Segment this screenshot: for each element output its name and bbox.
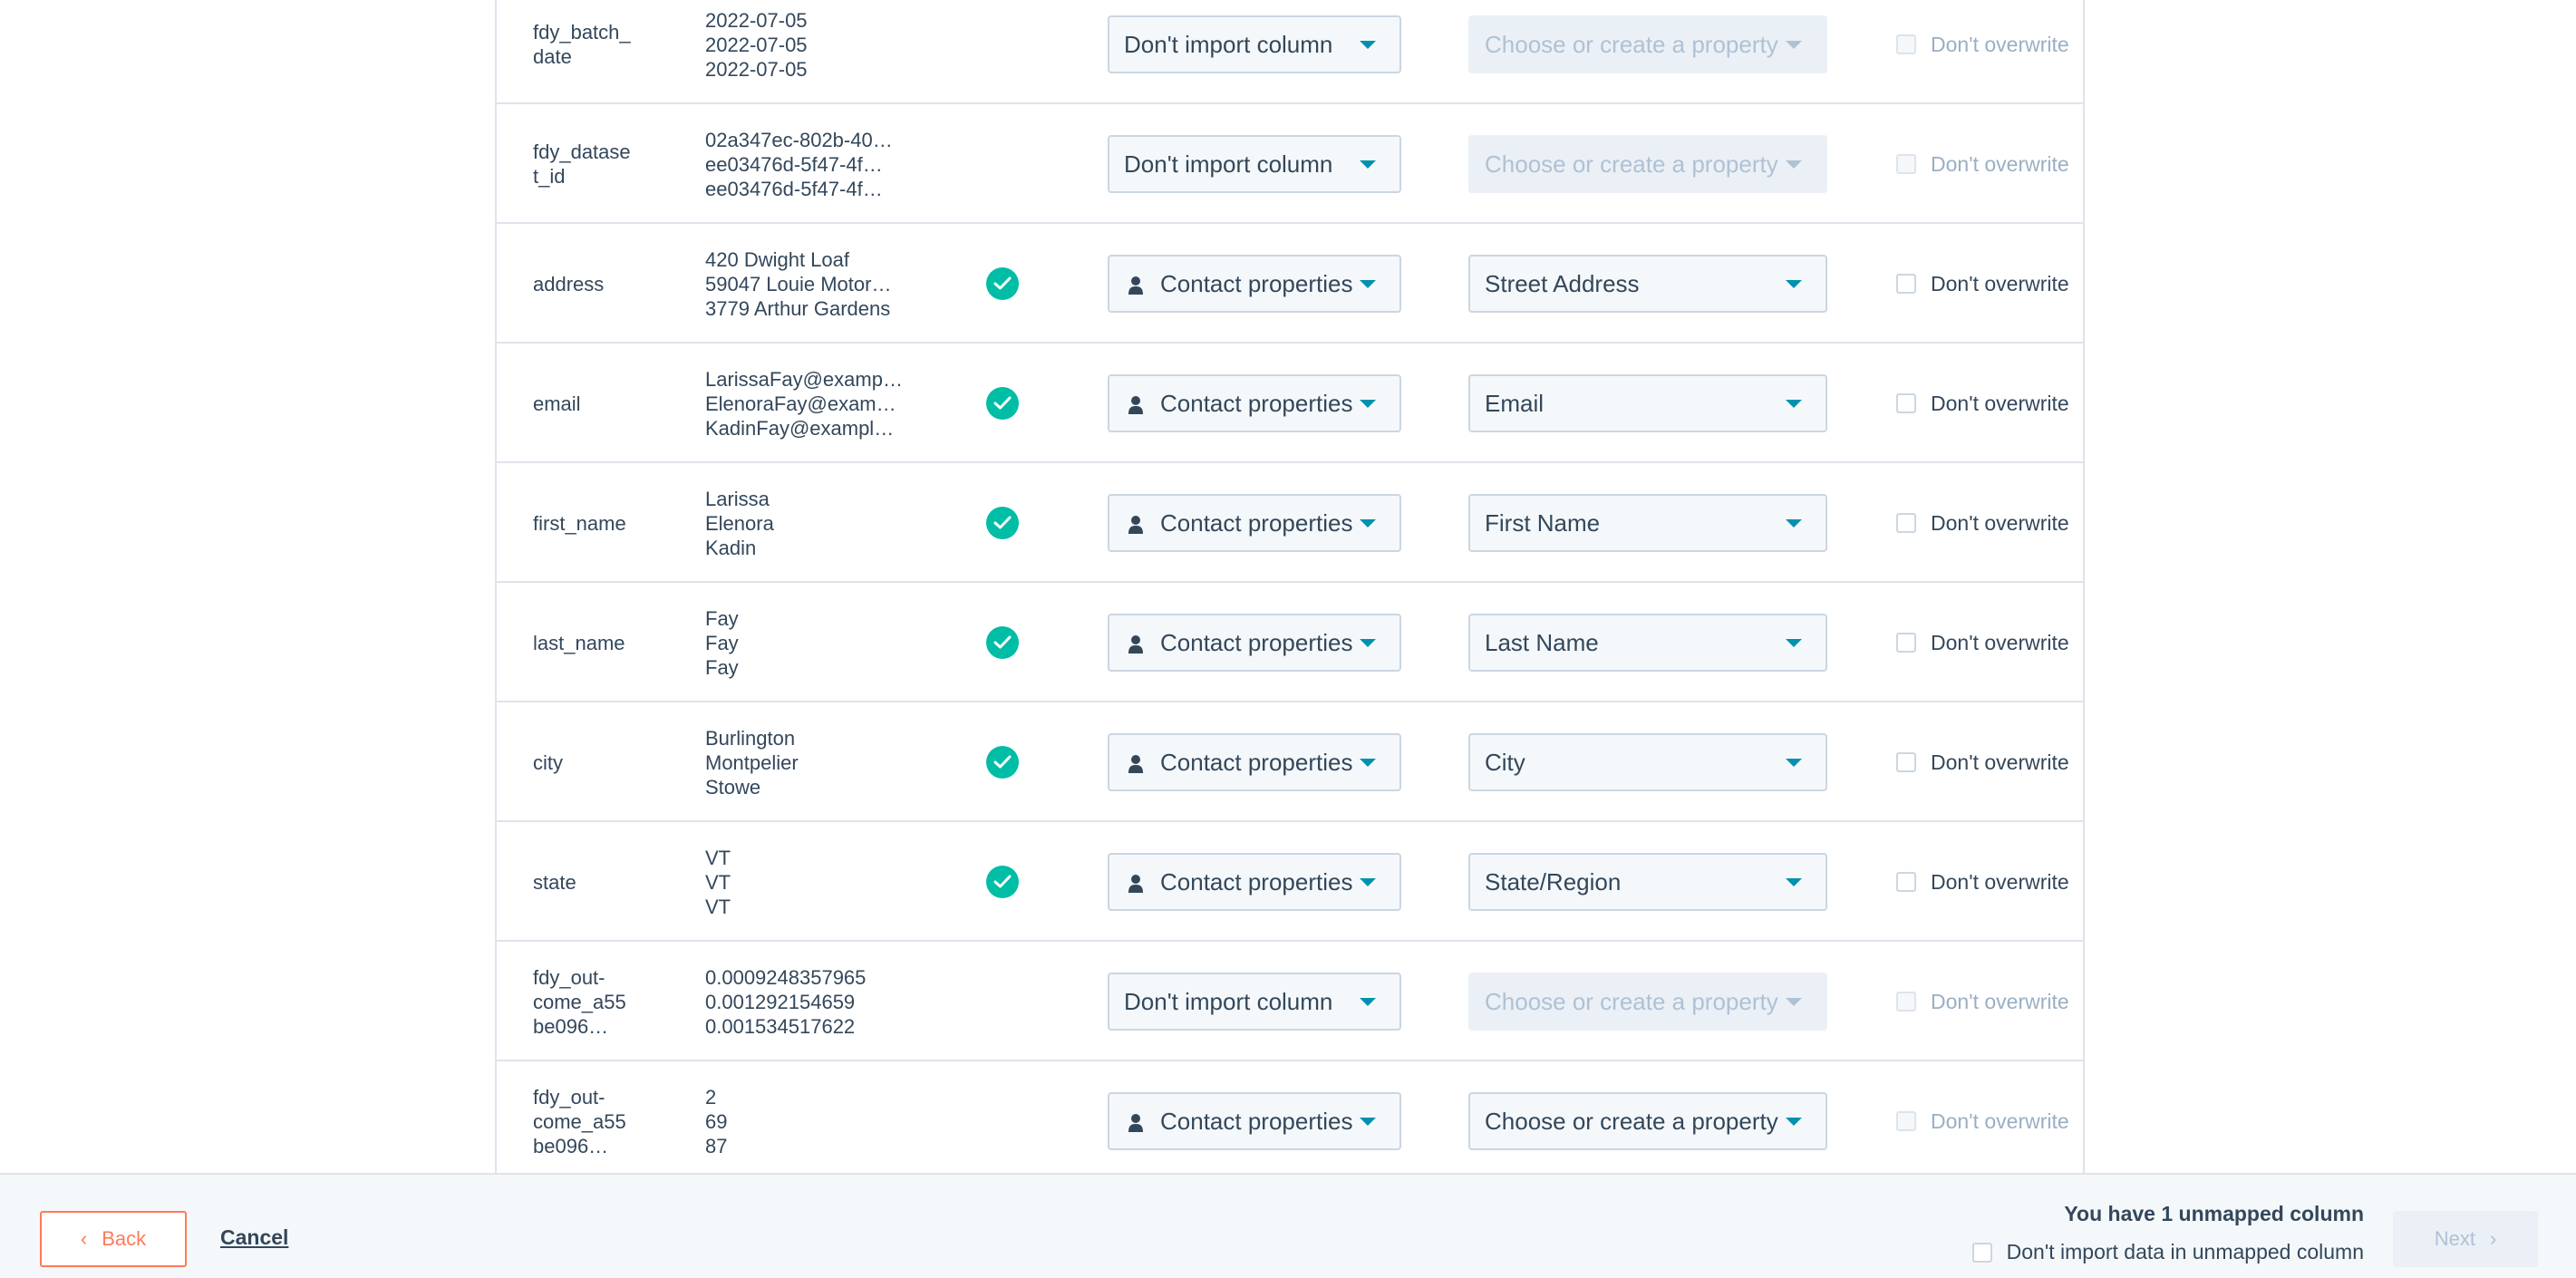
overwrite-checkbox bbox=[1896, 1111, 1916, 1131]
preview-value: VT bbox=[705, 870, 731, 894]
caret-down-icon bbox=[1786, 878, 1802, 886]
check-circle-icon bbox=[986, 267, 1019, 300]
import-as-label: Contact properties bbox=[1160, 269, 1353, 297]
preview-values bbox=[705, 1061, 905, 1173]
overwrite-checkbox bbox=[1896, 992, 1916, 1012]
preview-values bbox=[705, 942, 905, 1061]
preview-values bbox=[705, 822, 905, 942]
overwrite-label: Don't overwrite bbox=[1931, 32, 2069, 56]
import-as-label: Don't import column bbox=[1124, 150, 1333, 178]
import-as-label: Contact properties bbox=[1160, 748, 1353, 776]
caret-down-icon bbox=[1786, 41, 1802, 49]
preview-value: 87 bbox=[705, 1134, 728, 1157]
mapping-row bbox=[497, 463, 2083, 583]
property-dropdown[interactable] bbox=[1468, 733, 1827, 791]
preview-value: 0.001292154659 bbox=[705, 990, 856, 1013]
overwrite-checkbox[interactable] bbox=[1896, 752, 1916, 772]
overwrite-checkbox bbox=[1896, 34, 1916, 54]
overwrite-label: Don't overwrite bbox=[1931, 391, 2069, 415]
property-label: Email bbox=[1485, 389, 1545, 417]
column-header-name bbox=[533, 1061, 669, 1173]
import-as-dropdown[interactable] bbox=[1108, 15, 1401, 73]
person-icon bbox=[1128, 513, 1144, 533]
overwrite-checkbox[interactable] bbox=[1896, 633, 1916, 653]
preview-value: Fay bbox=[705, 631, 739, 654]
person-icon bbox=[1128, 752, 1144, 772]
overwrite-option[interactable] bbox=[1896, 626, 2069, 659]
import-as-dropdown[interactable] bbox=[1108, 374, 1401, 432]
caret-down-icon bbox=[1786, 759, 1802, 767]
property-label: Street Address bbox=[1485, 269, 1640, 297]
overwrite-option bbox=[1896, 28, 2069, 61]
preview-values bbox=[705, 104, 905, 224]
import-as-dropdown[interactable] bbox=[1108, 1092, 1401, 1150]
mapping-row bbox=[497, 224, 2083, 344]
import-as-label: Don't import column bbox=[1124, 987, 1333, 1015]
import-as-label: Contact properties bbox=[1160, 389, 1353, 417]
check-circle-icon bbox=[986, 507, 1019, 539]
property-label: City bbox=[1485, 748, 1525, 776]
overwrite-checkbox[interactable] bbox=[1896, 393, 1916, 413]
caret-down-icon bbox=[1786, 998, 1802, 1006]
import-as-dropdown[interactable] bbox=[1108, 733, 1401, 791]
preview-values bbox=[705, 583, 905, 702]
column-header-name-line: come_a55 bbox=[533, 990, 626, 1013]
preview-value: Kadin bbox=[705, 536, 757, 559]
overwrite-option bbox=[1896, 985, 2069, 1018]
person-icon bbox=[1128, 633, 1144, 653]
preview-value: VT bbox=[705, 846, 731, 869]
import-as-dropdown[interactable] bbox=[1108, 614, 1401, 672]
column-header-name bbox=[533, 702, 669, 822]
mapping-row bbox=[497, 702, 2083, 822]
import-as-dropdown[interactable] bbox=[1108, 494, 1401, 552]
mapping-row bbox=[497, 104, 2083, 224]
preview-values bbox=[705, 344, 905, 463]
caret-down-icon bbox=[1786, 1118, 1802, 1126]
preview-value: VT bbox=[705, 895, 731, 918]
overwrite-checkbox[interactable] bbox=[1896, 513, 1916, 533]
preview-value: Montpelier bbox=[705, 750, 799, 774]
property-label: Last Name bbox=[1485, 628, 1599, 656]
preview-value: KadinFay@exampl… bbox=[705, 416, 895, 440]
mapping-row bbox=[497, 583, 2083, 702]
check-circle-icon bbox=[986, 746, 1019, 779]
preview-value: ee03476d-5f47-4f… bbox=[705, 152, 883, 176]
property-dropdown[interactable] bbox=[1468, 374, 1827, 432]
import-as-dropdown[interactable] bbox=[1108, 853, 1401, 911]
import-as-dropdown[interactable] bbox=[1108, 255, 1401, 313]
chevron-right-icon: › bbox=[2489, 1227, 2497, 1250]
property-label: Choose or create a property bbox=[1485, 150, 1778, 178]
column-header-name bbox=[533, 224, 669, 344]
person-icon bbox=[1128, 872, 1144, 892]
property-dropdown[interactable] bbox=[1468, 494, 1827, 552]
overwrite-label: Don't overwrite bbox=[1931, 750, 2069, 774]
overwrite-checkbox[interactable] bbox=[1896, 274, 1916, 294]
caret-down-icon bbox=[1360, 639, 1376, 647]
overwrite-checkbox bbox=[1896, 154, 1916, 174]
mapping-row bbox=[497, 344, 2083, 463]
overwrite-option[interactable] bbox=[1896, 866, 2069, 898]
column-header-name-line: date bbox=[533, 45, 572, 68]
preview-value: 3779 Arthur Gardens bbox=[705, 296, 891, 320]
preview-value: LarissaFay@examp… bbox=[705, 367, 903, 391]
skip-unmapped-label: Don't import data in unmapped column bbox=[2006, 1240, 2364, 1263]
preview-value: ElenoraFay@exam… bbox=[705, 392, 896, 415]
property-label: Choose or create a property bbox=[1485, 987, 1778, 1015]
preview-values bbox=[705, 224, 905, 344]
import-as-label: Contact properties bbox=[1160, 867, 1353, 896]
skip-unmapped-checkbox[interactable] bbox=[1972, 1243, 1992, 1263]
property-dropdown[interactable] bbox=[1468, 853, 1827, 911]
person-icon bbox=[1128, 1111, 1144, 1131]
overwrite-option[interactable] bbox=[1896, 746, 2069, 779]
next-button-label: Next bbox=[2434, 1227, 2475, 1250]
caret-down-icon bbox=[1360, 998, 1376, 1006]
overwrite-label: Don't overwrite bbox=[1931, 151, 2069, 176]
column-header-name-line: come_a55 bbox=[533, 1109, 626, 1133]
caret-down-icon bbox=[1360, 878, 1376, 886]
back-button-label: Back bbox=[102, 1227, 147, 1250]
cancel-link[interactable]: Cancel bbox=[220, 1225, 289, 1249]
preview-value: Burlington bbox=[705, 726, 796, 750]
mapping-row bbox=[497, 822, 2083, 942]
column-header-name-line: be096… bbox=[533, 1014, 609, 1038]
overwrite-label: Don't overwrite bbox=[1931, 1109, 2069, 1133]
caret-down-icon bbox=[1786, 519, 1802, 528]
property-label: Choose or create a property bbox=[1485, 30, 1778, 58]
overwrite-label: Don't overwrite bbox=[1931, 989, 2069, 1013]
preview-value: 2022-07-05 bbox=[705, 33, 808, 56]
caret-down-icon bbox=[1360, 280, 1376, 288]
column-header-name bbox=[533, 463, 669, 583]
property-dropdown[interactable] bbox=[1468, 614, 1827, 672]
caret-down-icon bbox=[1786, 280, 1802, 288]
preview-value: 2022-07-05 bbox=[705, 57, 808, 81]
column-header-name-line: t_id bbox=[533, 165, 566, 188]
overwrite-option[interactable] bbox=[1896, 267, 2069, 300]
preview-value: 420 Dwight Loaf bbox=[705, 247, 849, 271]
column-header-name-line: fdy_out- bbox=[533, 1085, 605, 1109]
caret-down-icon bbox=[1360, 160, 1376, 169]
preview-value: ee03476d-5f47-4f… bbox=[705, 177, 883, 200]
skip-unmapped-option[interactable] bbox=[1972, 1240, 2364, 1264]
column-header-name-line: email bbox=[533, 392, 581, 415]
caret-down-icon bbox=[1786, 400, 1802, 408]
check-circle-icon bbox=[986, 866, 1019, 898]
import-as-label: Contact properties bbox=[1160, 628, 1353, 656]
overwrite-option[interactable] bbox=[1896, 507, 2069, 539]
preview-value: 59047 Louie Motor… bbox=[705, 272, 892, 295]
preview-value: Fay bbox=[705, 655, 739, 679]
person-icon bbox=[1128, 393, 1144, 413]
column-header-name-line: state bbox=[533, 870, 576, 894]
preview-value: 02a347ec-802b-40… bbox=[705, 128, 893, 151]
caret-down-icon bbox=[1360, 400, 1376, 408]
column-header-name-line: fdy_datase bbox=[533, 140, 631, 163]
unmapped-column-message: You have 1 unmapped column bbox=[2064, 1202, 2364, 1225]
overwrite-checkbox[interactable] bbox=[1896, 872, 1916, 892]
person-icon bbox=[1128, 274, 1144, 294]
property-dropdown[interactable] bbox=[1468, 1092, 1827, 1150]
column-header-name-line: fdy_batch_ bbox=[533, 21, 631, 44]
import-as-label: Don't import column bbox=[1124, 30, 1333, 58]
overwrite-label: Don't overwrite bbox=[1931, 869, 2069, 894]
import-as-label: Contact properties bbox=[1160, 1107, 1353, 1135]
caret-down-icon bbox=[1360, 759, 1376, 767]
preview-values bbox=[705, 463, 905, 583]
caret-down-icon bbox=[1786, 639, 1802, 647]
back-button[interactable] bbox=[40, 1211, 187, 1267]
column-header-name bbox=[533, 104, 669, 224]
column-header-name-line: last_name bbox=[533, 631, 625, 654]
property-label: State/Region bbox=[1485, 867, 1622, 896]
caret-down-icon bbox=[1360, 519, 1376, 528]
import-as-dropdown[interactable] bbox=[1108, 973, 1401, 1031]
mapping-row bbox=[497, 0, 2083, 104]
preview-value: 69 bbox=[705, 1109, 728, 1133]
property-dropdown bbox=[1468, 973, 1827, 1031]
preview-value: Fay bbox=[705, 606, 739, 630]
footer-bar bbox=[0, 1173, 2576, 1278]
column-header-name-line: first_name bbox=[533, 511, 626, 535]
preview-value: Elenora bbox=[705, 511, 774, 535]
import-as-label: Contact properties bbox=[1160, 508, 1353, 537]
overwrite-option[interactable] bbox=[1896, 387, 2069, 420]
property-dropdown bbox=[1468, 15, 1827, 73]
column-header-name bbox=[533, 583, 669, 702]
column-header-name bbox=[533, 942, 669, 1061]
property-dropdown[interactable] bbox=[1468, 255, 1827, 313]
overwrite-label: Don't overwrite bbox=[1931, 271, 2069, 295]
column-header-name bbox=[533, 0, 669, 104]
preview-value: 0.0009248357965 bbox=[705, 965, 867, 989]
mapping-row bbox=[497, 1061, 2083, 1173]
column-header-name-line: city bbox=[533, 750, 563, 774]
property-dropdown bbox=[1468, 135, 1827, 193]
import-as-dropdown[interactable] bbox=[1108, 135, 1401, 193]
preview-values bbox=[705, 0, 905, 104]
caret-down-icon bbox=[1786, 160, 1802, 169]
column-header-name-line: address bbox=[533, 272, 605, 295]
check-circle-icon bbox=[986, 626, 1019, 659]
preview-values bbox=[705, 702, 905, 822]
preview-value: Stowe bbox=[705, 775, 761, 799]
column-header-name-line: fdy_out- bbox=[533, 965, 605, 989]
column-mapping-table bbox=[495, 0, 2085, 1173]
preview-value: 2 bbox=[705, 1085, 717, 1109]
property-label: Choose or create a property bbox=[1485, 1107, 1778, 1135]
chevron-left-icon: ‹ bbox=[80, 1227, 88, 1250]
caret-down-icon bbox=[1360, 41, 1376, 49]
overwrite-option bbox=[1896, 1105, 2069, 1138]
preview-value: Larissa bbox=[705, 487, 770, 510]
overwrite-label: Don't overwrite bbox=[1931, 510, 2069, 535]
overwrite-label: Don't overwrite bbox=[1931, 630, 2069, 654]
mapping-row bbox=[497, 942, 2083, 1061]
check-circle-icon bbox=[986, 387, 1019, 420]
column-header-name bbox=[533, 344, 669, 463]
next-button[interactable] bbox=[2393, 1211, 2538, 1267]
property-label: First Name bbox=[1485, 508, 1601, 537]
overwrite-option bbox=[1896, 148, 2069, 180]
preview-value: 0.001534517622 bbox=[705, 1014, 856, 1038]
column-header-name bbox=[533, 822, 669, 942]
preview-value: 2022-07-05 bbox=[705, 8, 808, 32]
column-header-name-line: be096… bbox=[533, 1134, 609, 1157]
caret-down-icon bbox=[1360, 1118, 1376, 1126]
